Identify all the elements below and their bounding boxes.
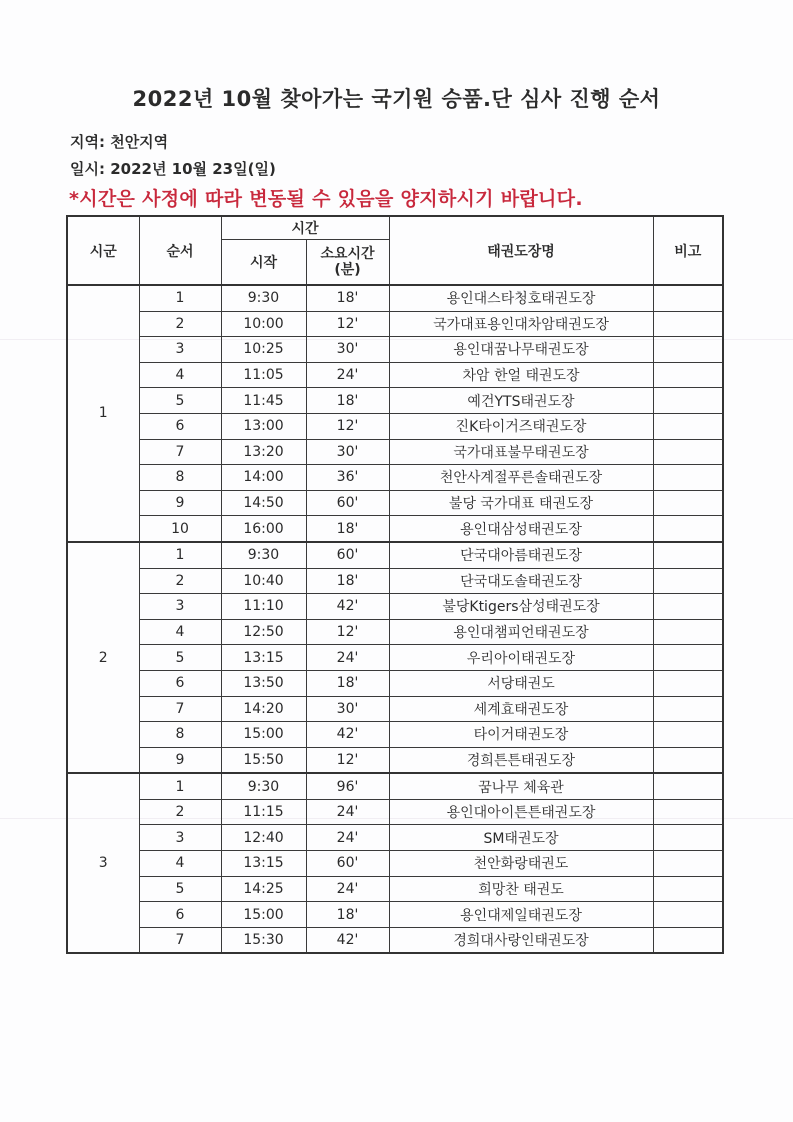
dojang-name-cell: 용인대삼성태권도장 [389,516,653,542]
table-row [67,851,723,877]
order-cell: 6 [139,902,221,928]
header-start-time: 시작 [221,240,306,286]
start-time-cell: 13:00 [221,413,306,439]
note-cell [653,311,723,337]
dojang-name-cell: SM태권도장 [389,825,653,851]
dojang-name-cell: 용인대스타청호태권도장 [389,285,653,311]
note-cell [653,388,723,414]
dojang-name-cell: 우리아이태권도장 [389,645,653,671]
header-group: 시군 [67,216,139,285]
order-cell: 1 [139,773,221,799]
start-time-cell: 14:20 [221,696,306,722]
table-row [67,927,723,953]
duration-cell: 18' [306,670,389,696]
duration-cell: 12' [306,311,389,337]
region-label: 지역: 천안지역 [70,133,169,151]
dojang-name-cell: 희망찬 태권도 [389,876,653,902]
date-label: 일시: 2022년 10월 23일(일) [70,160,276,178]
note-cell [653,619,723,645]
dojang-name-cell: 세계효태권도장 [389,696,653,722]
start-time-cell: 10:25 [221,337,306,363]
duration-cell: 12' [306,747,389,773]
start-time-cell: 11:05 [221,362,306,388]
order-cell: 2 [139,568,221,594]
note-cell [653,516,723,542]
table-row [67,311,723,337]
group-number-cell: 1 [67,285,139,542]
dojang-name-cell: 경희대사랑인태권도장 [389,927,653,953]
header-duration-line1: 소요시간 [320,246,375,262]
duration-cell: 24' [306,799,389,825]
start-time-cell: 10:00 [221,311,306,337]
dojang-name-cell: 용인대제일태권도장 [389,902,653,928]
header-duration [306,240,389,286]
table-row [67,645,723,671]
note-cell [653,465,723,491]
order-cell: 5 [139,645,221,671]
header-dojang-name: 태권도장명 [389,216,653,285]
note-cell [653,799,723,825]
dojang-name-cell: 차암 한얼 태권도장 [389,362,653,388]
note-cell [653,413,723,439]
note-cell [653,696,723,722]
order-cell: 7 [139,439,221,465]
group-number-cell: 3 [67,773,139,953]
table-row [67,670,723,696]
duration-cell: 60' [306,851,389,877]
dojang-name-cell: 용인대아이튼튼태권도장 [389,799,653,825]
dojang-name-cell: 용인대꿈나무태권도장 [389,337,653,363]
table-row [67,902,723,928]
note-cell [653,645,723,671]
table-row [67,516,723,542]
header-note: 비고 [653,216,723,285]
duration-cell: 24' [306,825,389,851]
table-row [67,413,723,439]
table-header [67,216,723,285]
dojang-name-cell: 용인대챔피언태권도장 [389,619,653,645]
header-order: 순서 [139,216,221,285]
table-row [67,388,723,414]
duration-cell: 60' [306,490,389,516]
start-time-cell: 15:50 [221,747,306,773]
group-number-cell: 2 [67,542,139,773]
order-cell: 7 [139,696,221,722]
table-row [67,619,723,645]
duration-cell: 42' [306,722,389,748]
duration-cell: 24' [306,362,389,388]
start-time-cell: 14:00 [221,465,306,491]
note-cell [653,490,723,516]
note-cell [653,542,723,568]
dojang-name-cell: 꿈나무 체육관 [389,773,653,799]
dojang-name-cell: 불당Ktigers삼성태권도장 [389,594,653,620]
order-cell: 8 [139,465,221,491]
duration-cell: 24' [306,876,389,902]
duration-cell: 18' [306,568,389,594]
dojang-name-cell: 천안사계절푸른솔태권도장 [389,465,653,491]
duration-cell: 30' [306,337,389,363]
order-cell: 6 [139,413,221,439]
dojang-name-cell: 국가대표용인대차암태권도장 [389,311,653,337]
note-cell [653,851,723,877]
dojang-name-cell: 타이거태권도장 [389,722,653,748]
dojang-name-cell: 국가대표불무태권도장 [389,439,653,465]
order-cell: 3 [139,337,221,363]
table-row [67,568,723,594]
table-row [67,696,723,722]
start-time-cell: 11:10 [221,594,306,620]
duration-cell: 18' [306,285,389,311]
table-row [67,594,723,620]
duration-cell: 30' [306,439,389,465]
duration-cell: 30' [306,696,389,722]
dojang-name-cell: 단국대도솔태권도장 [389,568,653,594]
schedule-table [66,215,724,954]
table-row [67,825,723,851]
start-time-cell: 16:00 [221,516,306,542]
note-cell [653,337,723,363]
order-cell: 10 [139,516,221,542]
header-duration-line2: (분) [334,262,361,278]
order-cell: 9 [139,747,221,773]
order-cell: 5 [139,876,221,902]
start-time-cell: 15:00 [221,722,306,748]
start-time-cell: 15:00 [221,902,306,928]
start-time-cell: 12:40 [221,825,306,851]
duration-cell: 42' [306,927,389,953]
duration-cell: 60' [306,542,389,568]
start-time-cell: 15:30 [221,927,306,953]
note-cell [653,927,723,953]
duration-cell: 18' [306,388,389,414]
note-cell [653,722,723,748]
table-row [67,747,723,773]
table-row [67,285,723,311]
duration-cell: 36' [306,465,389,491]
order-cell: 4 [139,619,221,645]
start-time-cell: 9:30 [221,773,306,799]
order-cell: 6 [139,670,221,696]
start-time-cell: 10:40 [221,568,306,594]
duration-cell: 18' [306,902,389,928]
table-row [67,773,723,799]
order-cell: 1 [139,285,221,311]
note-cell [653,362,723,388]
dojang-name-cell: 서당태권도 [389,670,653,696]
table-row [67,722,723,748]
schedule-change-notice: *시간은 사정에 따라 변동될 수 있음을 양지하시기 바랍니다. [69,188,583,210]
page-title: 2022년 10월 찾아가는 국기원 승품.단 심사 진행 순서 [132,87,661,111]
table-row [67,542,723,568]
group-2 [67,542,723,773]
note-cell [653,285,723,311]
order-cell: 8 [139,722,221,748]
note-cell [653,568,723,594]
note-cell [653,825,723,851]
table-row [67,439,723,465]
order-cell: 3 [139,825,221,851]
dojang-name-cell: 예건YTS태권도장 [389,388,653,414]
start-time-cell: 14:25 [221,876,306,902]
dojang-name-cell: 단국대아름태권도장 [389,542,653,568]
start-time-cell: 11:45 [221,388,306,414]
order-cell: 2 [139,799,221,825]
start-time-cell: 13:20 [221,439,306,465]
note-cell [653,876,723,902]
table-row [67,876,723,902]
dojang-name-cell: 경희튼튼태권도장 [389,747,653,773]
table-row [67,362,723,388]
duration-cell: 42' [306,594,389,620]
note-cell [653,747,723,773]
order-cell: 4 [139,362,221,388]
table-row [67,337,723,363]
dojang-name-cell: 불당 국가대표 태권도장 [389,490,653,516]
header-time: 시간 [221,216,389,240]
start-time-cell: 13:15 [221,851,306,877]
start-time-cell: 12:50 [221,619,306,645]
duration-cell: 12' [306,413,389,439]
table-row [67,490,723,516]
duration-cell: 96' [306,773,389,799]
note-cell [653,773,723,799]
start-time-cell: 14:50 [221,490,306,516]
start-time-cell: 9:30 [221,542,306,568]
order-cell: 9 [139,490,221,516]
note-cell [653,902,723,928]
dojang-name-cell: 진K타이거즈태권도장 [389,413,653,439]
order-cell: 3 [139,594,221,620]
order-cell: 2 [139,311,221,337]
dojang-name-cell: 천안화랑태권도 [389,851,653,877]
start-time-cell: 13:50 [221,670,306,696]
group-1 [67,285,723,542]
table-row [67,799,723,825]
start-time-cell: 11:15 [221,799,306,825]
start-time-cell: 13:15 [221,645,306,671]
start-time-cell: 9:30 [221,285,306,311]
note-cell [653,670,723,696]
order-cell: 7 [139,927,221,953]
duration-cell: 18' [306,516,389,542]
duration-cell: 24' [306,645,389,671]
group-3 [67,773,723,953]
table-row [67,465,723,491]
order-cell: 1 [139,542,221,568]
order-cell: 4 [139,851,221,877]
note-cell [653,439,723,465]
order-cell: 5 [139,388,221,414]
note-cell [653,594,723,620]
duration-cell: 12' [306,619,389,645]
